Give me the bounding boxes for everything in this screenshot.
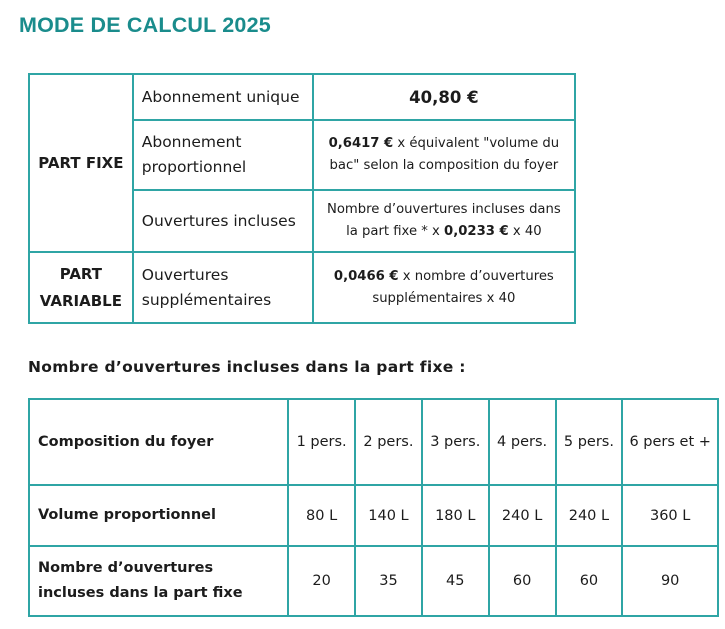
table-cell: 80 L xyxy=(288,485,355,546)
row-description xyxy=(313,190,575,252)
row-label: Volume proportionnel xyxy=(29,485,288,546)
row-price: 0,0233 € xyxy=(444,224,509,239)
table-cell: 360 L xyxy=(622,485,718,546)
part-fixe-label: PART FIXE xyxy=(29,74,133,252)
column-header: 6 pers et + xyxy=(622,399,718,485)
part-variable-label: PART VARIABLE xyxy=(29,252,133,323)
row-description xyxy=(313,252,575,323)
row-description xyxy=(313,120,575,190)
row-desc-after: x équivalent "volume du bac" selon la composition du foyer xyxy=(329,136,560,173)
column-header: 3 pers. xyxy=(422,399,489,485)
table-cell: 90 xyxy=(622,546,718,616)
row-price: 0,6417 € xyxy=(328,136,394,151)
row-label: Nombre d’ouvertures incluses dans la part fixe xyxy=(29,546,288,616)
row-name: Ouvertures incluses xyxy=(133,190,313,252)
row-desc-after: x nombre d’ouvertures supplémentaires x 40 xyxy=(372,268,554,306)
column-header: 4 pers. xyxy=(489,399,556,485)
table-cell: 140 L xyxy=(355,485,422,546)
row-price: 0,0466 € xyxy=(333,268,399,284)
page-title: MODE DE CALCUL 2025 xyxy=(19,13,271,37)
table-row xyxy=(29,485,718,546)
table-cell: 240 L xyxy=(489,485,556,546)
header-label: Composition du foyer xyxy=(29,399,288,485)
row-name: Ouvertures supplémentaires xyxy=(133,252,313,323)
pricing-table xyxy=(28,73,576,324)
row-name: Abonnement unique xyxy=(133,74,313,120)
table-cell: 60 xyxy=(556,546,623,616)
row-name: Abonnement proportionnel xyxy=(133,120,313,190)
row-price: 40,80 € xyxy=(313,74,575,120)
section-subtitle: Nombre d’ouvertures incluses dans la part fixe : xyxy=(28,358,466,376)
table-row xyxy=(29,546,718,616)
households-table xyxy=(28,398,719,617)
table-cell: 20 xyxy=(288,546,355,616)
table-cell: 35 xyxy=(355,546,422,616)
table-cell: 45 xyxy=(422,546,489,616)
column-header: 5 pers. xyxy=(556,399,623,485)
column-header: 2 pers. xyxy=(355,399,422,485)
table-cell: 60 xyxy=(489,546,556,616)
column-header: 1 pers. xyxy=(288,399,355,485)
table-cell: 240 L xyxy=(556,485,623,546)
row-desc-after: x 40 xyxy=(508,224,542,239)
table-cell: 180 L xyxy=(422,485,489,546)
row-desc-before: Nombre d’ouvertures incluses dans la part fixe * x xyxy=(326,202,561,239)
